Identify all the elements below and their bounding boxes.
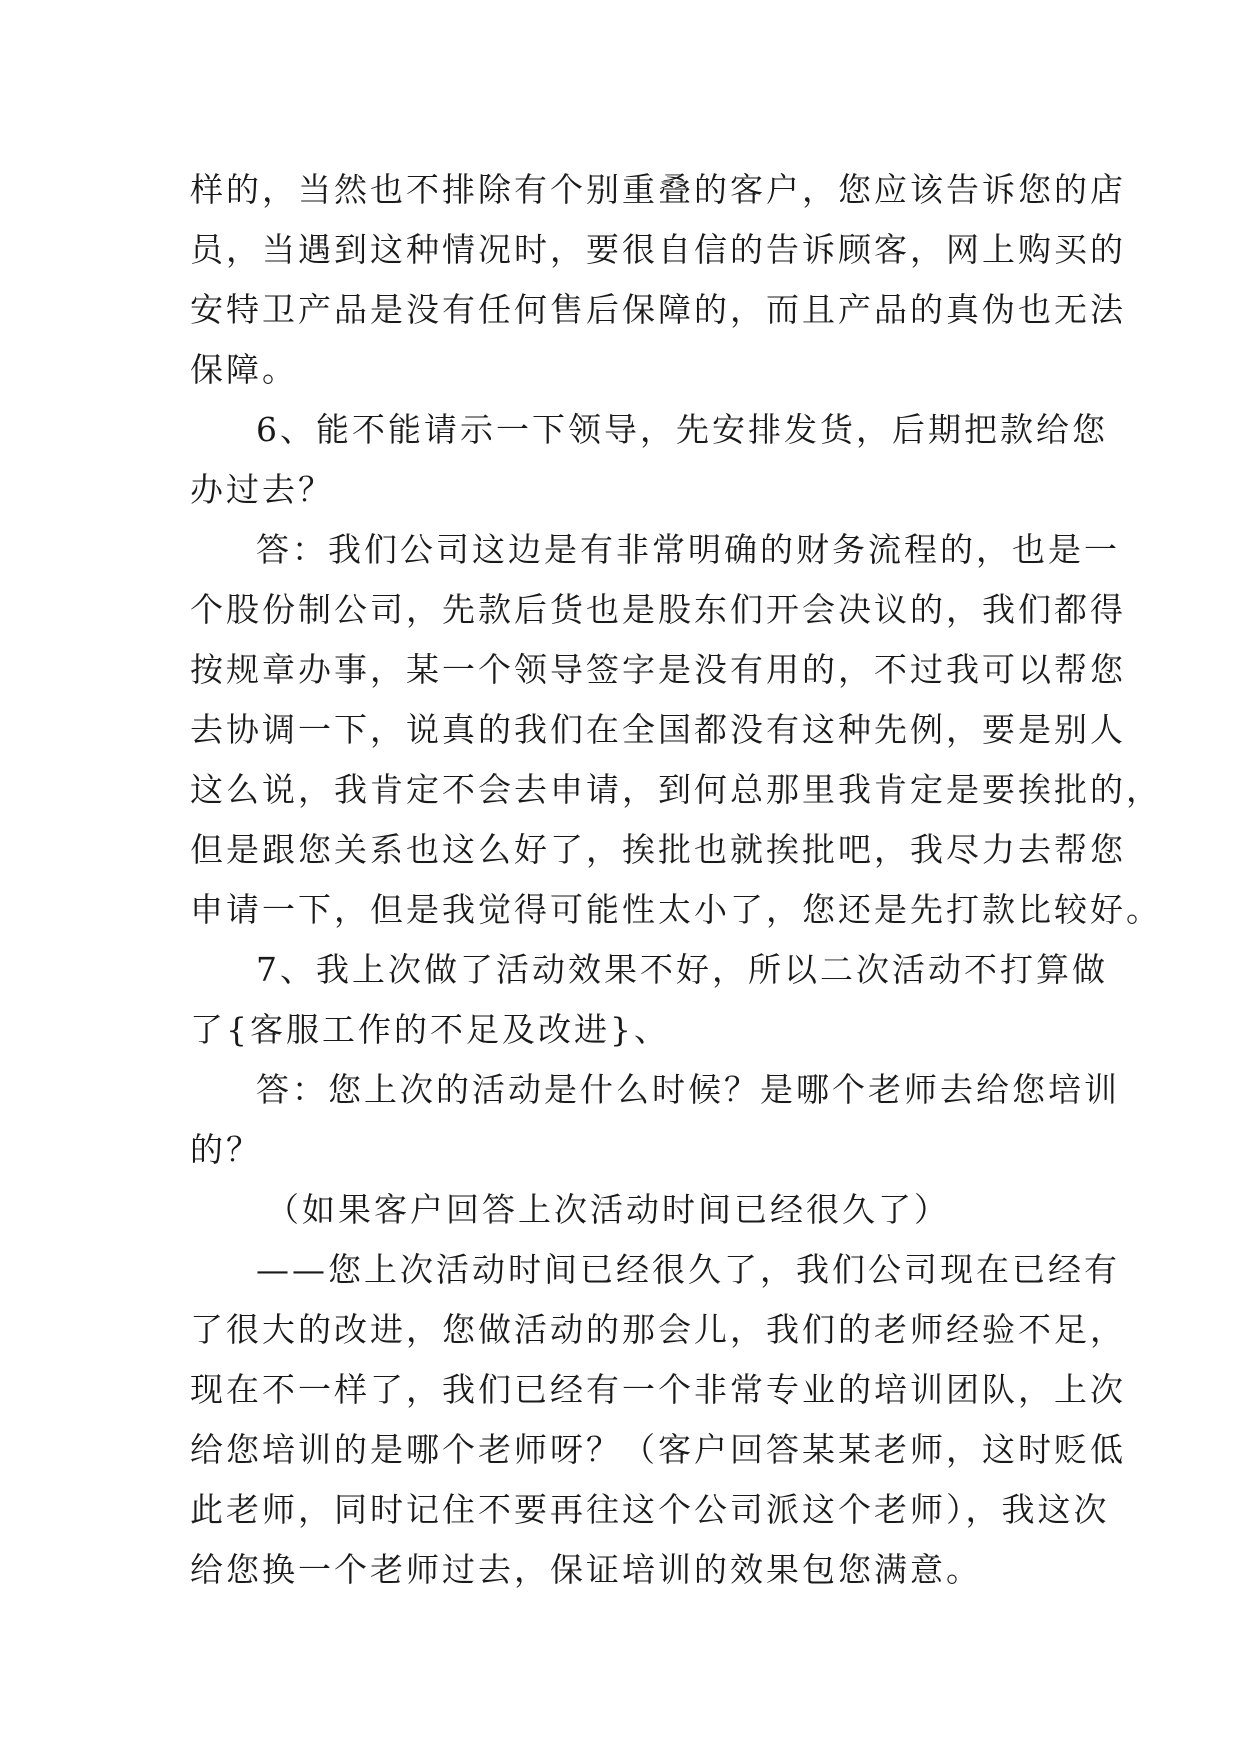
text-line: 但是跟您关系也这么好了，挨批也就挨批吧，我尽力去帮您: [190, 830, 1126, 869]
text-line: 员，当遇到这种情况时，要很自信的告诉顾客，网上购买的: [190, 230, 1126, 269]
text-line: 办过去？: [190, 470, 334, 509]
text-line: 给您培训的是哪个老师呀？（客户回答某某老师，这时贬低: [190, 1430, 1126, 1469]
answer-7-line: 答：您上次的活动是什么时候？是哪个老师去给您培训: [256, 1070, 1120, 1109]
text-line: 了{客服工作的不足及改进}、: [190, 1010, 670, 1049]
question-6-line: 6、能不能请示一下领导，先安排发货，后期把款给您: [256, 410, 1108, 449]
text-line: 申请一下，但是我觉得可能性太小了，您还是先打款比较好。: [190, 890, 1162, 929]
text-line: 保障。: [190, 350, 298, 389]
question-7-line: 7、我上次做了活动效果不好，所以二次活动不打算做: [256, 950, 1108, 989]
text-line: 按规章办事，某一个领导签字是没有用的，不过我可以帮您: [190, 650, 1126, 689]
text-line: 给您换一个老师过去，保证培训的效果包您满意。: [190, 1550, 982, 1589]
parenthetical-note: （如果客户回答上次活动时间已经很久了）: [266, 1190, 950, 1229]
answer-6-line: 答：我们公司这边是有非常明确的财务流程的，也是一: [256, 530, 1120, 569]
text-line: 的？: [190, 1130, 262, 1169]
text-line: 样的，当然也不排除有个别重叠的客户，您应该告诉您的店: [190, 170, 1126, 209]
text-line: 这么说，我肯定不会去申请，到何总那里我肯定是要挨批的，: [190, 770, 1162, 809]
text-line: 了很大的改进，您做活动的那会儿，我们的老师经验不足，: [190, 1310, 1126, 1349]
dash-line: ——您上次活动时间已经很久了，我们公司现在已经有: [256, 1250, 1120, 1289]
text-line: 安特卫产品是没有任何售后保障的，而且产品的真伪也无法: [190, 290, 1126, 329]
text-line: 去协调一下，说真的我们在全国都没有这种先例，要是别人: [190, 710, 1126, 749]
text-line: 此老师，同时记住不要再往这个公司派这个老师），我这次: [190, 1490, 1110, 1529]
text-line: 现在不一样了，我们已经有一个非常专业的培训团队，上次: [190, 1370, 1126, 1409]
document-body: [190, 160, 1162, 1600]
text-line: 个股份制公司，先款后货也是股东们开会决议的，我们都得: [190, 590, 1126, 629]
